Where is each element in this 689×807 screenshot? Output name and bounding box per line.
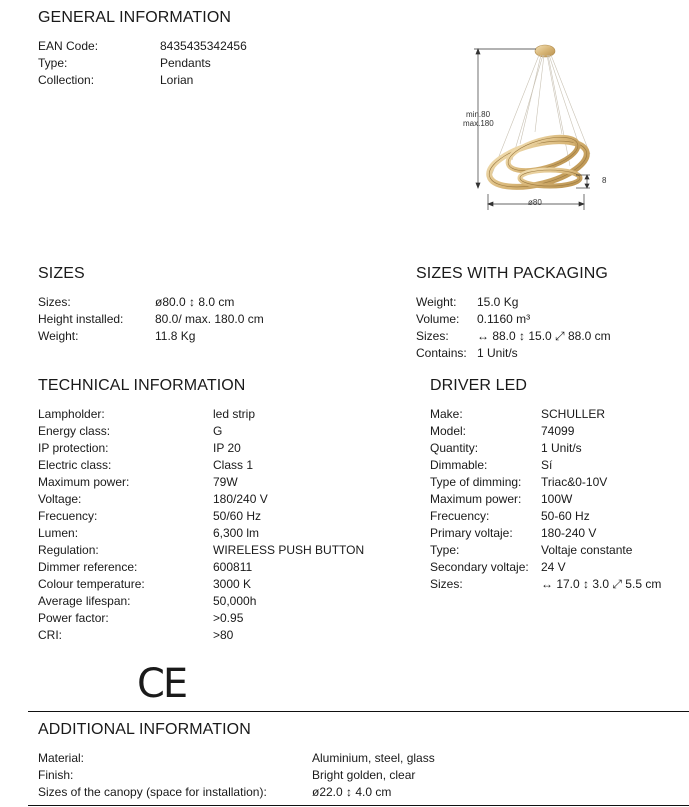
- packaging-value: 1 Unit/s: [477, 346, 518, 360]
- additional-label: Finish:: [38, 768, 74, 782]
- technical-value: >80: [213, 628, 234, 642]
- thickness-label: 8: [602, 176, 607, 185]
- packaging-label: Weight:: [416, 295, 457, 309]
- driver-value: 24 V: [541, 560, 566, 574]
- packaging-value: 15.0 Kg: [477, 295, 519, 309]
- bottom-divider: [28, 805, 689, 806]
- sizes-title: SIZES: [38, 265, 85, 282]
- technical-value: 600811: [213, 560, 253, 574]
- technical-label: Power factor:: [38, 611, 109, 625]
- packaging-value: 0.1160 m³: [477, 312, 531, 326]
- additional-value: Aluminium, steel, glass: [312, 751, 435, 765]
- general-label: EAN Code:: [38, 39, 99, 53]
- general-value: 8435435342456: [160, 39, 247, 53]
- technical-value: Class 1: [213, 458, 254, 472]
- technical-label: Lampholder:: [38, 407, 105, 421]
- general-label: Type:: [38, 56, 68, 70]
- section-divider: [28, 711, 689, 712]
- driver-value: Voltaje constante: [541, 543, 633, 557]
- technical-value: 6,300 lm: [213, 526, 260, 540]
- driver-title: DRIVER LED: [430, 377, 528, 394]
- driver-label: Type:: [430, 543, 460, 557]
- driver-value: Triac&0-10V: [541, 475, 608, 489]
- diameter-label: ø80: [528, 198, 542, 207]
- technical-label: IP protection:: [38, 441, 109, 455]
- technical-title: TECHNICAL INFORMATION: [38, 377, 246, 394]
- packaging-label: Sizes:: [416, 329, 449, 343]
- packaging-label: Volume:: [416, 312, 460, 326]
- technical-value: led strip: [213, 407, 256, 421]
- driver-label: Maximum power:: [430, 492, 522, 506]
- driver-label: Dimmable:: [430, 458, 488, 472]
- driver-label: Type of dimming:: [430, 475, 522, 489]
- driver-value: ↔ 17.0 ↕ 3.0 ⤢ 5.5 cm: [541, 577, 662, 591]
- technical-label: Colour temperature:: [38, 577, 145, 591]
- technical-value: 3000 K: [213, 577, 252, 591]
- technical-label: Maximum power:: [38, 475, 130, 489]
- additional-label: Sizes of the canopy (space for installation):: [38, 785, 267, 799]
- additional-label: Material:: [38, 751, 85, 765]
- sizes-label: Height installed:: [38, 312, 124, 326]
- driver-value: SCHULLER: [541, 407, 606, 421]
- technical-value: WIRELESS PUSH BUTTON: [213, 543, 365, 557]
- driver-label: Make:: [430, 407, 463, 421]
- canopy-shape: [535, 45, 555, 57]
- sizes-value: 80.0/ max. 180.0 cm: [155, 312, 264, 326]
- driver-label: Secondary voltaje:: [430, 560, 529, 574]
- packaging-label: Contains:: [416, 346, 467, 360]
- additional-title: ADDITIONAL INFORMATION: [38, 721, 251, 738]
- sizes-label: Sizes:: [38, 295, 71, 309]
- technical-value: >0.95: [213, 611, 244, 625]
- technical-value: 50,000h: [213, 594, 257, 608]
- technical-value: 180/240 V: [213, 492, 268, 506]
- technical-label: Regulation:: [38, 543, 99, 557]
- technical-label: Dimmer reference:: [38, 560, 138, 574]
- ce-mark: CE: [137, 661, 187, 707]
- driver-value: Sí: [541, 458, 553, 472]
- additional-value: Bright golden, clear: [312, 768, 416, 782]
- additional-value: ø22.0 ↕ 4.0 cm: [312, 785, 392, 799]
- technical-label: Lumen:: [38, 526, 79, 540]
- technical-value: IP 20: [213, 441, 241, 455]
- driver-value: 50-60 Hz: [541, 509, 590, 523]
- sizes-label: Weight:: [38, 329, 79, 343]
- technical-value: 50/60 Hz: [213, 509, 262, 523]
- height-max-label: max.180: [463, 119, 494, 128]
- driver-label: Sizes:: [430, 577, 463, 591]
- driver-value: 180-240 V: [541, 526, 597, 540]
- driver-value: 74099: [541, 424, 575, 438]
- general-value: Pendants: [160, 56, 211, 70]
- technical-label: Energy class:: [38, 424, 111, 438]
- general-title: GENERAL INFORMATION: [38, 9, 232, 26]
- height-label: [463, 110, 494, 128]
- technical-value: G: [213, 424, 223, 438]
- technical-value: 79W: [213, 475, 238, 489]
- packaging-value: ↔ 88.0 ↕ 15.0 ⤢ 88.0 cm: [477, 329, 611, 343]
- packaging-title: SIZES WITH PACKAGING: [416, 265, 608, 282]
- sizes-value: ø80.0 ↕ 8.0 cm: [155, 295, 235, 309]
- ring-shapes: [485, 131, 592, 196]
- sizes-value: 11.8 Kg: [155, 329, 196, 343]
- technical-label: CRI:: [38, 628, 62, 642]
- technical-label: Voltage:: [38, 492, 82, 506]
- height-min-label: min.80: [466, 110, 491, 119]
- driver-label: Frecuency:: [430, 509, 490, 523]
- driver-label: Model:: [430, 424, 467, 438]
- general-label: Collection:: [38, 73, 95, 87]
- technical-label: Average lifespan:: [38, 594, 131, 608]
- technical-label: Frecuency:: [38, 509, 98, 523]
- driver-value: 1 Unit/s: [541, 441, 582, 455]
- driver-value: 100W: [541, 492, 573, 506]
- driver-label: Quantity:: [430, 441, 479, 455]
- technical-label: Electric class:: [38, 458, 112, 472]
- driver-label: Primary voltaje:: [430, 526, 513, 540]
- general-value: Lorian: [160, 73, 194, 87]
